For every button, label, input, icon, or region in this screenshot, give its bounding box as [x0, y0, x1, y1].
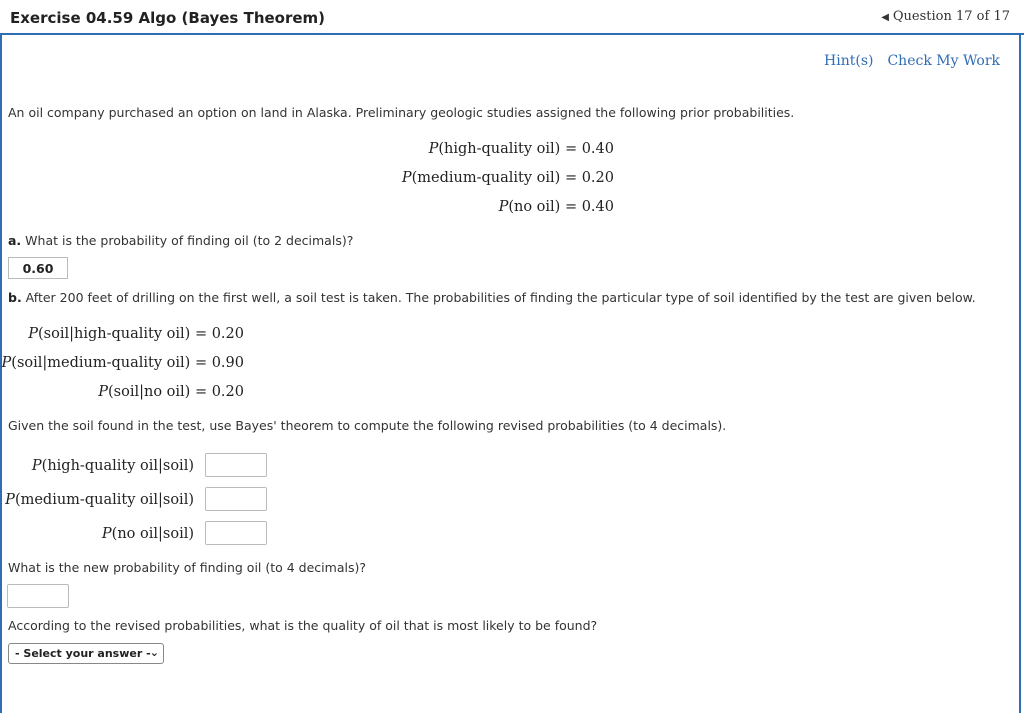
intro-text: An oil company purchased an option on land in Alaska. Preliminary geologic studies assigned the following prior probabilities. — [8, 105, 795, 120]
toolbar — [810, 53, 1000, 69]
posterior-high-input[interactable] — [205, 453, 267, 477]
new-probability-question: What is the new probability of finding oil (to 4 decimals)? — [8, 560, 366, 575]
select-label: - Select your answer - — [15, 647, 151, 660]
question-panel — [0, 34, 1021, 713]
caret-left-icon[interactable]: ◀ — [881, 12, 889, 23]
quality-select[interactable] — [8, 643, 164, 664]
new-probability-input[interactable] — [7, 584, 69, 608]
prior-medium: P(medium-quality oil) = 0.20 — [401, 170, 614, 186]
posterior-medium-label: P(medium-quality oil|soil) — [5, 492, 194, 508]
conditional-medium: P(soil|medium-quality oil) = 0.90 — [1, 355, 244, 371]
part-a-question: a. What is the probability of finding oil (to 2 decimals)? — [8, 233, 354, 248]
quality-question: According to the revised probabilities, what is the quality of oil that is most likely to be found? — [8, 618, 598, 633]
part-a-answer[interactable]: 0.60 — [8, 257, 68, 279]
chevron-down-icon: ⌄ — [149, 646, 159, 659]
conditional-high: P(soil|high-quality oil) = 0.20 — [28, 326, 244, 342]
posterior-high-label: P(high-quality oil|soil) — [31, 458, 194, 474]
hint-link[interactable]: Hint(s) — [824, 53, 874, 69]
part-b-question: b. After 200 feet of drilling on the first well, a soil test is taken. The probabilities of finding the particular type of soil identified by the test are given below. — [8, 290, 976, 305]
posterior-none-input[interactable] — [205, 521, 267, 545]
prior-none: P(no oil) = 0.40 — [498, 199, 614, 215]
header-bar — [0, 0, 1024, 35]
bayes-instruction: Given the soil found in the test, use Bayes' theorem to compute the following revised probabilities (to 4 decimals). — [8, 418, 727, 433]
posterior-none-label: P(no oil|soil) — [101, 526, 194, 542]
question-nav[interactable] — [881, 9, 1010, 24]
posterior-medium-input[interactable] — [205, 487, 267, 511]
exercise-title: Exercise 04.59 Algo (Bayes Theorem) — [10, 9, 326, 27]
question-counter: Question 17 of 17 — [892, 9, 1010, 24]
conditional-none: P(soil|no oil) = 0.20 — [98, 384, 244, 400]
check-my-work-link[interactable]: Check My Work — [887, 53, 1000, 69]
prior-high: P(high-quality oil) = 0.40 — [428, 141, 614, 157]
